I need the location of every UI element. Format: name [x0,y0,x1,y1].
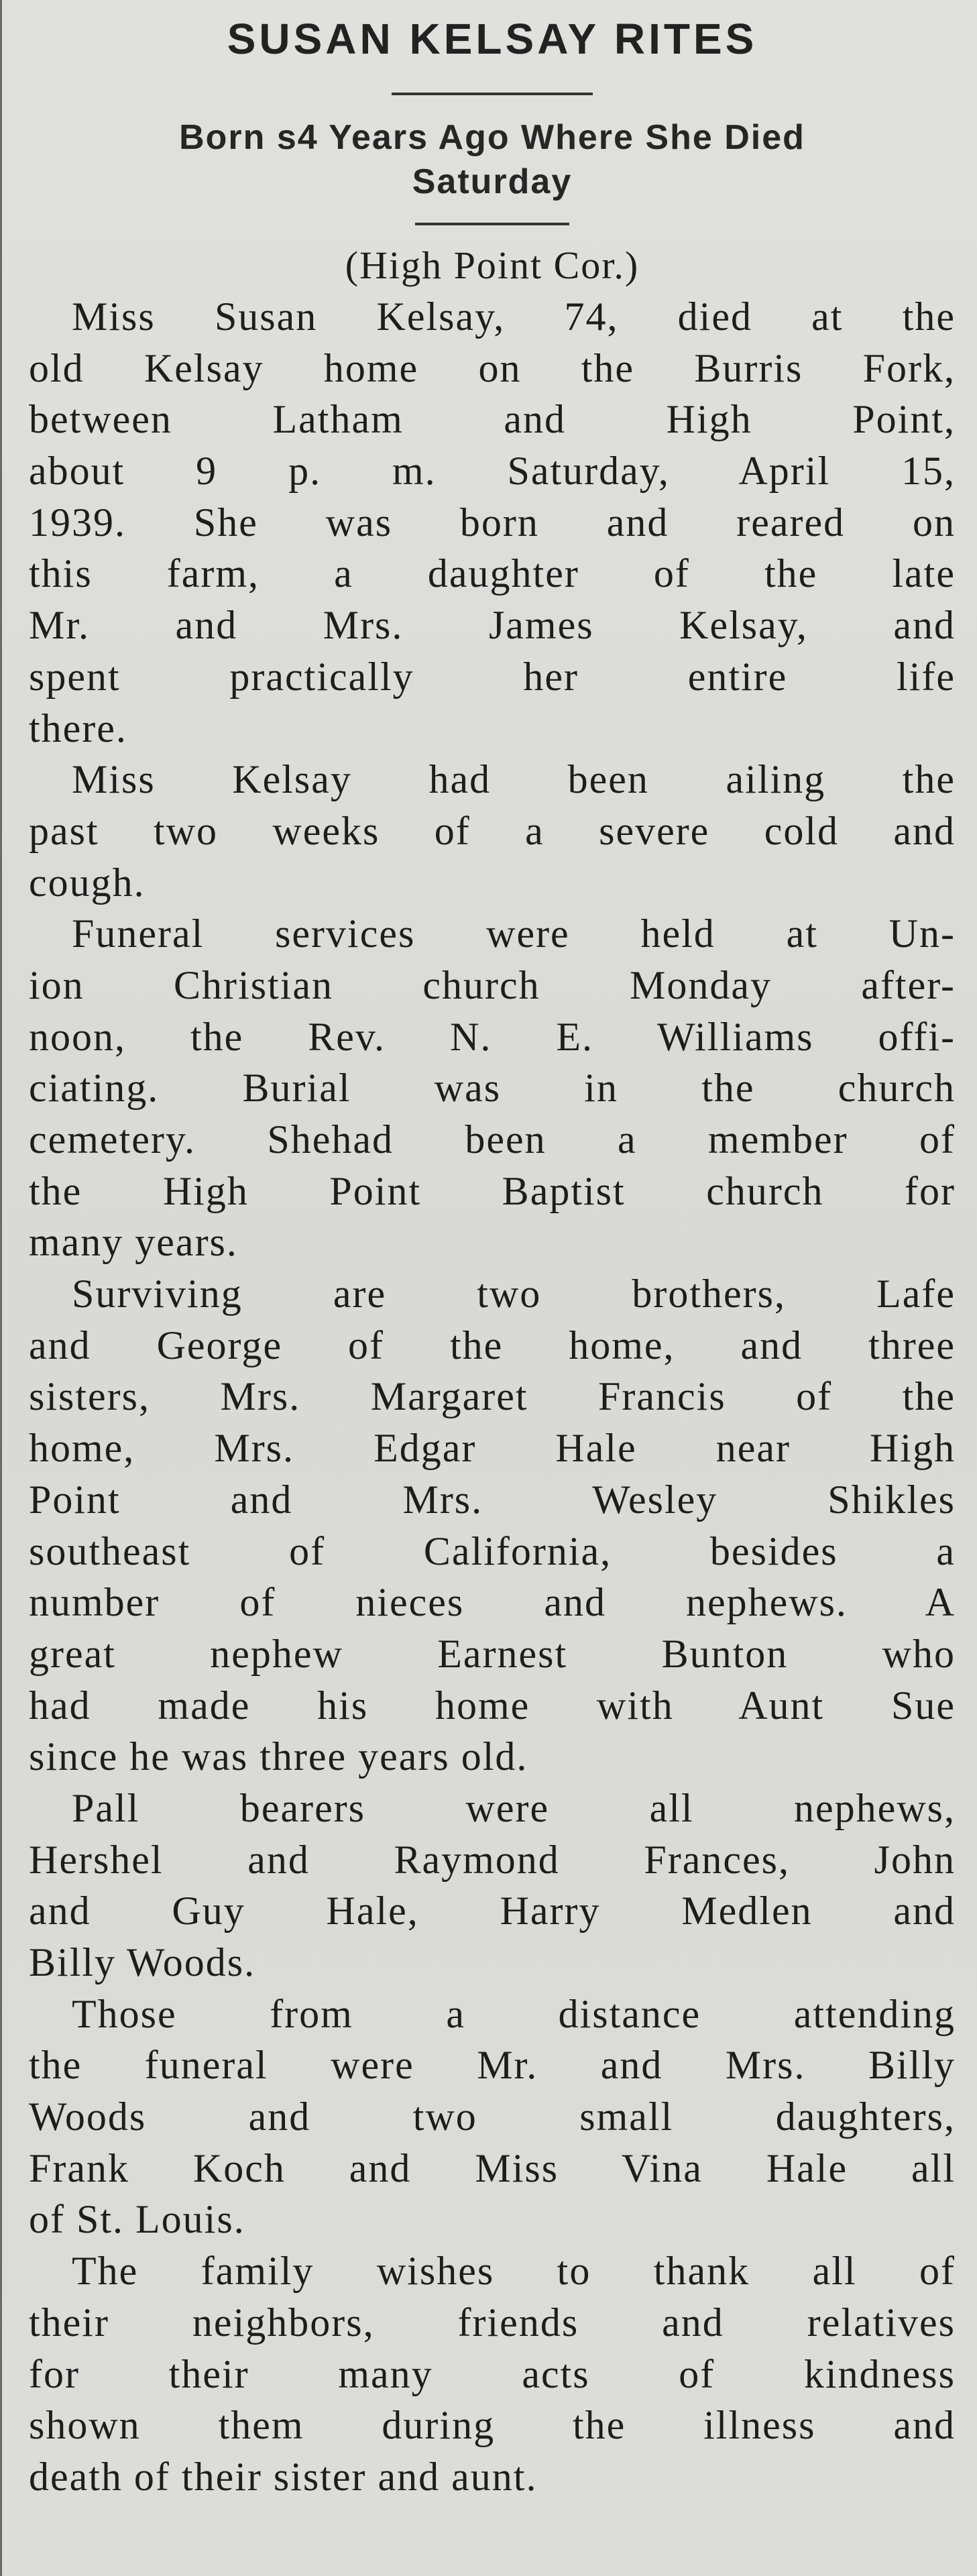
body-line: and George of the home, and three [29,1323,956,1367]
body-line: 1939. She was born and reared on [29,500,956,545]
headline: SUSAN KELSAY RITES [227,15,758,63]
body-line: had made his home with Aunt Sue [29,1683,956,1728]
body-line: this farm, a daughter of the late [29,551,956,596]
body-line: Woods and two small daughters, [29,2094,956,2139]
body-line: old Kelsay home on the Burris Fork, [29,345,956,390]
body-line: death of their sister and aunt. [29,2454,538,2499]
body-line: spent practically her entire life [29,654,956,699]
body-line: Miss Susan Kelsay, 74, died at the [72,294,956,339]
body-line: noon, the Rev. N. E. Williams offi- [29,1014,956,1059]
headline-divider [392,93,593,95]
body-line: their neighbors, friends and relatives [29,2300,956,2345]
body-line: of St. Louis. [29,2197,245,2242]
body-line: Hershel and Raymond Frances, John [29,1837,956,1882]
body-line: sisters, Mrs. Margaret Francis of the [29,1374,956,1419]
subheadline-line-1: Born s4 Years Ago Where She Died [179,118,805,157]
body-line: Frank Koch and Miss Vina Hale all [29,2145,956,2190]
body-line: for their many acts of kindness [29,2351,956,2396]
body-line: the High Point Baptist church for [29,1168,956,1213]
body-line: The family wishes to thank all of [72,2249,956,2294]
body-line: Those from a distance attending [72,1991,956,2036]
body-line: Billy Woods. [29,1940,256,1984]
body-line: past two weeks of a severe cold and [29,808,956,853]
body-line: Funeral services were held at Un- [72,911,956,956]
body-line: Miss Kelsay had been ailing the [72,757,956,802]
body-line: Mr. and Mrs. James Kelsay, and [29,603,956,648]
body-line: there. [29,706,127,750]
subheadline-line-2: Saturday [412,162,573,201]
body-line: Point and Mrs. Wesley Shikles [29,1477,956,1522]
body-line: southeast of California, besides a [29,1528,956,1573]
body-line: cough. [29,860,146,905]
body-line: and Guy Hale, Harry Medlen and [29,1889,956,1934]
body-line: ciating. Burial was in the church [29,1066,956,1111]
body-line: shown them during the illness and [29,2403,956,2448]
article-body [29,291,956,2503]
body-line: great nephew Earnest Bunton who [29,1631,956,1676]
body-line: cemetery. Shehad been a member of [29,1117,956,1162]
body-line: Surviving are two brothers, Lafe [72,1272,956,1317]
body-line: about 9 p. m. Saturday, April 15, [29,449,956,494]
body-line: number of nieces and nephews. A [29,1580,956,1625]
body-line: since he was three years old. [29,1734,528,1779]
body-line: between Latham and High Point, [29,397,956,442]
body-line: home, Mrs. Edgar Hale near High [29,1426,956,1471]
body-line: the funeral were Mr. and Mrs. Billy [29,2043,956,2088]
body-line: Pall bearers were all nephews, [72,1785,956,1830]
body-line: many years. [29,1220,238,1265]
body-line: ion Christian church Monday after- [29,962,956,1007]
subhead-divider [415,223,569,225]
dateline: (High Point Cor.) [345,243,640,287]
